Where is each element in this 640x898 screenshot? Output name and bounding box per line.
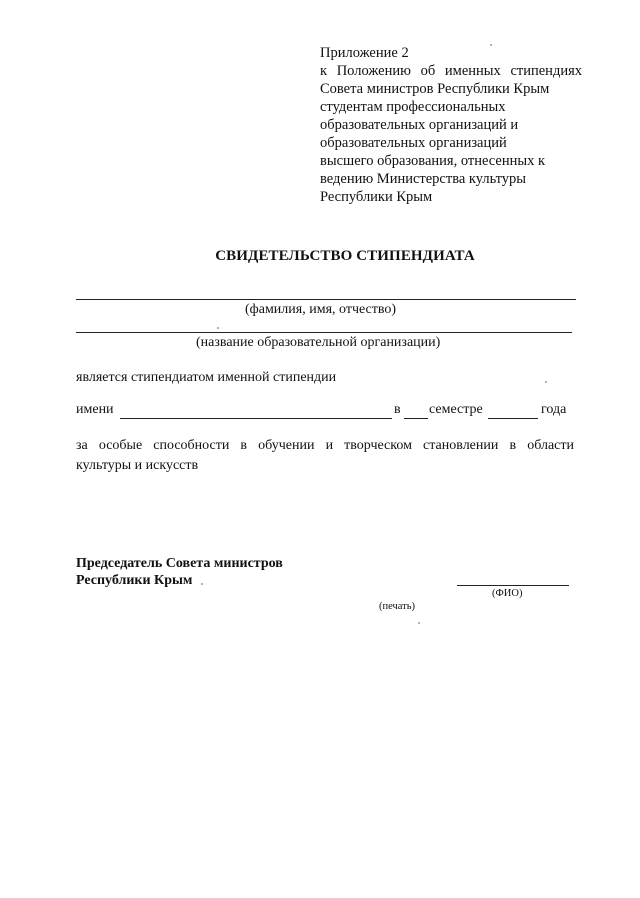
fio-signature-caption: (ФИО) — [492, 588, 523, 599]
signature-blank-line — [457, 585, 569, 586]
year-blank — [488, 418, 538, 419]
scan-speck — [201, 583, 203, 585]
appendix-line-2: к Положению об именных стипендиях — [320, 63, 582, 79]
reason-line-2: культуры и искусств — [76, 458, 199, 473]
organization-caption: (название образовательной организации) — [196, 335, 441, 350]
appendix-line-1: Приложение 2 — [320, 45, 409, 61]
scan-speck — [418, 622, 420, 624]
scholar-statement: является стипендиатом именной стипендии — [76, 370, 337, 385]
named-prefix: имени — [76, 402, 114, 417]
stamp-caption: (печать) — [379, 601, 416, 612]
appendix-line-5: образовательных организаций и — [320, 117, 519, 133]
scholarship-name-blank — [120, 418, 392, 419]
appendix-line-7: высшего образования, отнесенных к — [320, 153, 546, 169]
appendix-line-8: ведению Министерства культуры — [320, 171, 527, 187]
scan-speck — [217, 327, 219, 329]
signer-title — [76, 555, 283, 589]
appendix-line-3: Совета министров Республики Крым — [320, 81, 550, 97]
fio-blank-line — [76, 299, 576, 300]
reason-line-1: за особые способности в обучении и творческом становлении в области — [76, 438, 574, 453]
in-word: в — [394, 402, 401, 417]
scan-speck — [490, 44, 492, 46]
semester-number-blank — [404, 418, 428, 419]
organization-blank-line — [76, 332, 572, 333]
appendix-note — [320, 44, 582, 206]
semester-word: семестре — [429, 402, 483, 417]
fio-caption: (фамилия, имя, отчество) — [245, 302, 397, 317]
scan-speck — [545, 381, 547, 383]
appendix-line-9: Республики Крым — [320, 189, 433, 205]
appendix-line-6: образовательных организаций — [320, 135, 507, 151]
document-title: СВИДЕТЕЛЬСТВО СТИПЕНДИАТА — [215, 248, 475, 264]
appendix-line-4: студентам профессиональных — [320, 99, 506, 115]
signer-line-2: Республики Крым — [76, 573, 193, 588]
year-word: года — [541, 402, 567, 417]
signer-line-1: Председатель Совета министров — [76, 556, 283, 571]
reason-paragraph — [76, 436, 574, 476]
